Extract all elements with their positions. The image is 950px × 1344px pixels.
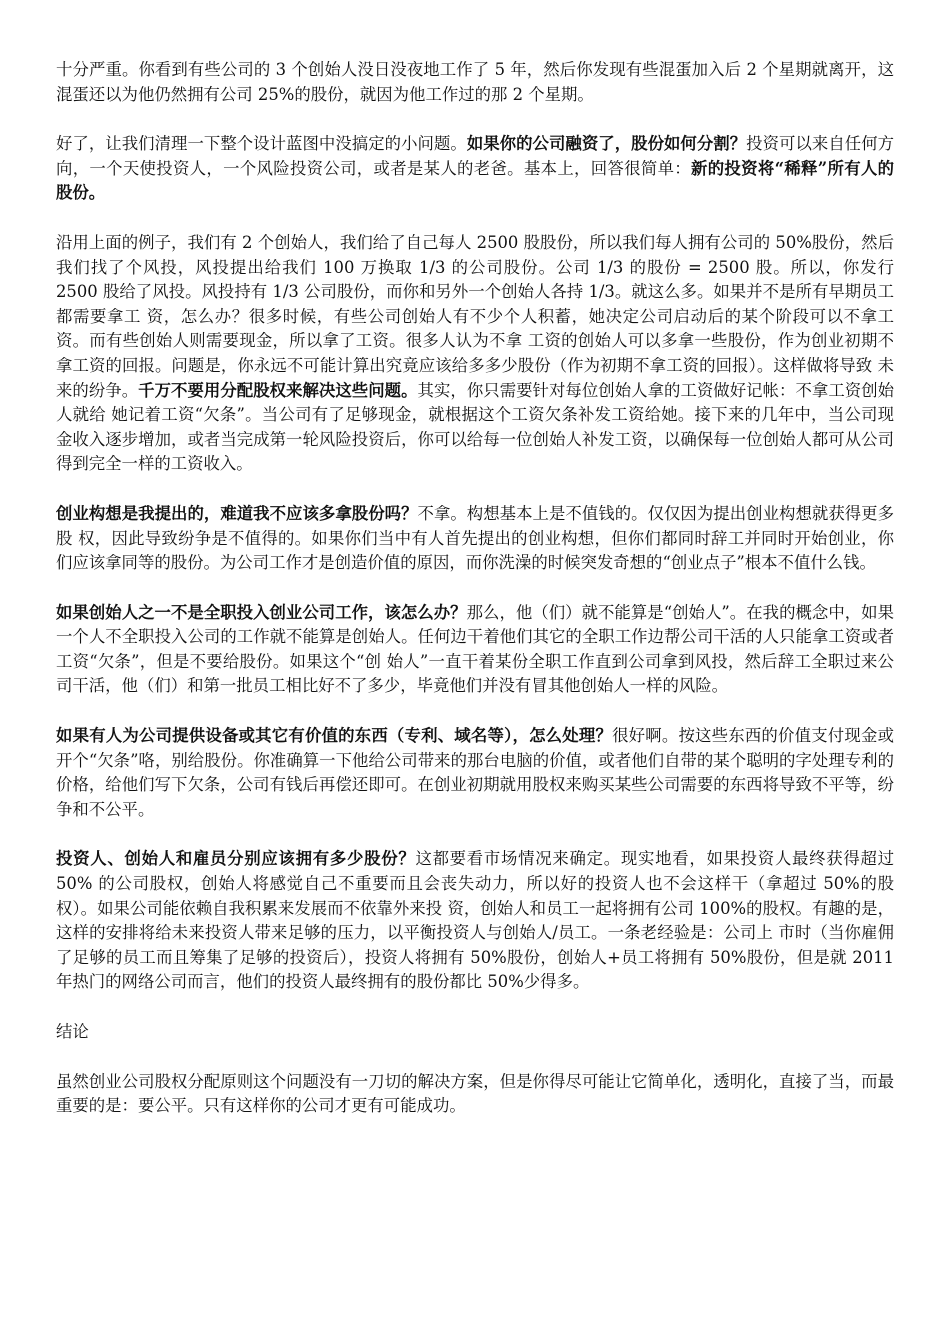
paragraph [56,132,894,206]
paragraph-text: 其实，你只需要针对每位创始人拿的工资做好记帐：不拿工资创始人就给 她记着工资“欠条”。当公司有了足够现金，就根据这个工资欠条补发工资给她。接下来的几年中，当公司现金收入逐步增加，或者当完成第一轮风险投资后，你可以给每一位创始人补发工资，以确保每一位创始人都可从公司得到完全一样的工资收入。 [56,380,895,474]
paragraph [56,231,894,477]
paragraph-text: 不拿。构想基本上是不值钱的。仅仅因为提出创业构想就获得更多股 权，因此导致纷争是不值得的。如果你们当中有人首先提出的创业构想，但你们都同时辞工并同时开始创业，你们应该拿同等的股份。为公司工作才是创造价值的原因，而你洗澡的时候突发奇想的“创业点子”根本不值什么钱。 [56,503,895,573]
paragraph [56,847,894,995]
paragraph [56,1070,894,1119]
bold-question: 如果你的公司融资了，股份如何分割？ [466,134,747,154]
paragraph-text: 虽然创业公司股权分配原则这个问题没有一刀切的解决方案，但是你得尽可能让它简单化，透明化，直接了当，而最重要的是：要公平。只有这样你的公司才更有可能成功。 [56,1071,894,1116]
section-heading [56,1020,894,1045]
bold-question: 如果有人为公司提供设备或其它有价值的东西（专利、域名等），怎么处理？ [56,726,613,746]
paragraph-text: 投资可以来自任何方向，一个天使投资人，一个风险投资公司，或者是某人的老爸。基本上，回答很简单： [56,134,895,178]
paragraph-text: 好了，让我们清理一下整个设计蓝图中没搞定的小问题。 [56,134,467,154]
paragraph-text: 这都要看市场情况来确定。现实地看，如果投资人最终获得超过 50% 的公司股权，创始人将感觉自己不重要而且会丧失动力，所以好的投资人也不会这样干（拿超过 50%的股权）。如果公司能依赖自我积累来发展而不依靠外来投 资，创始人和员工一起将拥有公司 100%的股权。有趣的是，这样的安排将给未来投资人带来足够的压力，以平衡投资人与创始人/员工。一条老经验是：公司上 市时（当你雇佣了足够的员工而且筹集了足够的投资后），投资人将拥有 50%股份，创始人+员工将拥有 50%股份，但是就 2011 年热门的网络公司而言，他们的投资人最终拥有的股份都比 50%少得多。 [56,849,894,992]
paragraph [56,724,894,822]
paragraph-text: 十分严重。你看到有些公司的 3 个创始人没日没夜地工作了 5 年，然后你发现有些混蛋加入后 2 个星期就离开，这混蛋还以为他仍然拥有公司 25%的股份，就因为他工作过的那 2 个星期。 [56,60,894,104]
paragraph-text: 沿用上面的例子，我们有 2 个创始人，我们给了自己每人 2500 股股份，所以我们每人拥有公司的 50%股份，然后我们找了个风投，风投提出给我们 100 万换取 1/3 的公司股份。公司 1/3 的股份 = 2500 股。所以，你发行 2500 股给了风投。风投持有 1/3 公司股份，而你和另外一个创始人各持 1/3。就这么多。如果并不是所有早期员工都需要拿工 资，怎么办？很多时候，有些公司创始人有不少个人积蓄，她决定公司启动后的某个阶段可以不拿工资。而有些创始人则需要现金，所以拿了工资。很多人认为不拿 工资的创始人可以多拿一些股份，作为创业初期不拿工资的回报。问题是，你永远不可能计算出究竟应该给多多少股份（作为初期不拿工资的回报）。这样做将导致 未来的纷争。 [56,232,894,400]
bold-statement: 千万不要用分配股权来解决这些问题。 [138,380,418,400]
bold-statement: 新的投资将“稀释”所有人的股份。 [56,158,895,203]
paragraph [56,502,894,576]
bold-question: 创业构想是我提出的，难道我不应该多拿股份吗？ [56,503,418,523]
bold-question: 如果创始人之一不是全职投入创业公司工作，该怎么办？ [56,602,467,622]
paragraph-text: 很好啊。按这些东西的价值支付现金或开个“欠条”咯，别给股份。你准确算一下他给公司带来的那台电脑的价值，或者他们自带的某个聪明的字处理专利的价格，给他们写下欠条，公司有钱后再偿还即可。在创业初期就用股权来购买某些公司需要的东西将导致不平等，纷争和不公平。 [56,726,894,819]
paragraph-text: 那么，他（们）就不能算是“创始人”。在我的概念中，如果 一个人不全职投入公司的工作就不能算是创始人。任何边干着他们其它的全职工作边帮公司干活的人只能拿工资或者工资“欠条”，但是不要给股份。如果这个“创 始人”一直干着某份全职工作直到公司拿到风投，然后辞工全职过来公司干活，他（们）和第一批员工相比好不了多少，毕竟他们并没有冒其他创始人一样的风险。 [56,602,895,696]
document-page [56,58,894,1144]
paragraph [56,601,894,699]
bold-question: 投资人、创始人和雇员分别应该拥有多少股份？ [56,849,416,869]
conclusion-heading: 结论 [56,1022,89,1041]
paragraph [56,58,894,107]
